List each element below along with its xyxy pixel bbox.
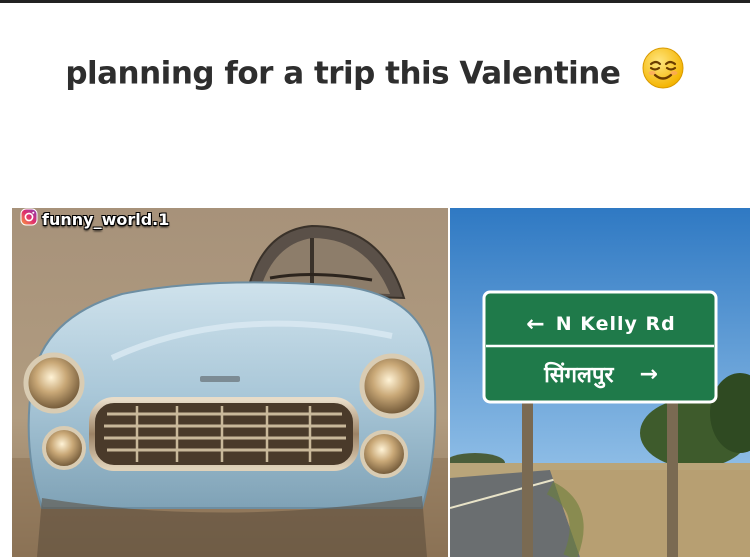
sign-top-line bbox=[488, 306, 714, 342]
instagram-icon bbox=[20, 208, 38, 230]
relieved-face-emoji-icon bbox=[641, 46, 685, 98]
top-border bbox=[0, 0, 750, 3]
right-arrow-icon: → bbox=[639, 361, 658, 387]
left-arrow-icon: ← bbox=[526, 311, 546, 337]
caption-text: planning for a trip this Valentine bbox=[65, 55, 621, 92]
meme-caption bbox=[0, 52, 750, 98]
sign-place-name: सिंगलपुर bbox=[544, 363, 614, 388]
car-photo bbox=[12, 208, 448, 557]
sign-bottom-line bbox=[488, 352, 714, 396]
sign-road-name: N Kelly Rd bbox=[555, 313, 676, 335]
watermark bbox=[20, 206, 169, 232]
watermark-handle: funny_world.1 bbox=[42, 209, 170, 229]
